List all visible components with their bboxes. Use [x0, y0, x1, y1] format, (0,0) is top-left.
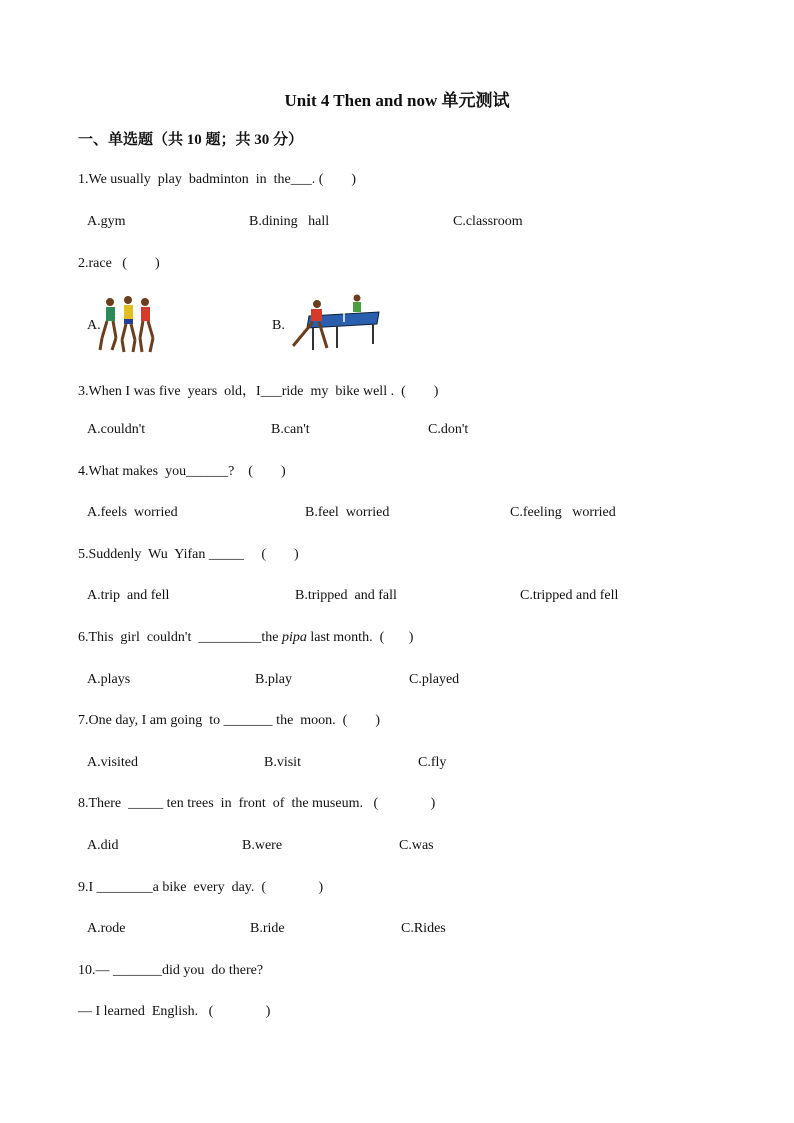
question-6 — [78, 630, 413, 646]
q6-stem-italic: pipa — [281, 630, 307, 645]
question-10: 10.— _______did you do there? — [78, 963, 264, 978]
q5-option-a: A.trip and fell — [87, 588, 170, 603]
q7-option-b: B.visit — [264, 755, 301, 770]
question-1: 1.We usually play badminton in the___. ( ) — [78, 172, 357, 187]
q3-option-a: A.couldn't — [87, 422, 146, 437]
q3-option-c: C.don't — [428, 422, 469, 437]
question-5: 5.Suddenly Wu Yifan _____ ( ) — [78, 547, 299, 562]
q6-stem-end: last month. ( ) — [306, 630, 414, 645]
question-2: 2.race ( ) — [78, 256, 160, 271]
question-7: 7.One day, I am going to _______ the moon. ( ) — [78, 713, 380, 728]
q8-option-b: B.were — [242, 838, 283, 853]
q9-option-b: B.ride — [250, 921, 285, 936]
q3-option-b: B.can't — [271, 422, 310, 437]
q6-stem-start: 6.This girl couldn't _________the — [78, 630, 282, 645]
table-tennis-image — [287, 294, 381, 354]
question-4: 4.What makes you______? ( ) — [78, 464, 286, 479]
q2-option-a: A. — [87, 318, 101, 333]
question-8: 8.There _____ ten trees in front of the museum. ( ) — [78, 796, 436, 811]
q8-option-a: A.did — [87, 838, 119, 853]
q7-option-a: A.visited — [87, 755, 138, 770]
question-3: 3.When I was five years old，I___ride my bike well . ( ) — [78, 384, 439, 399]
q4-option-c: C.feeling worried — [510, 505, 616, 520]
q9-option-a: A.rode — [87, 921, 126, 936]
runners-image — [98, 294, 158, 356]
q1-option-c: C.classroom — [453, 214, 523, 229]
q4-option-b: B.feel worried — [305, 505, 390, 520]
page-title: Unit 4 Then and now 单元测试 — [284, 91, 510, 110]
question-9: 9.I ________a bike every day. ( ) — [78, 880, 324, 895]
q4-option-a: A.feels worried — [87, 505, 178, 520]
q8-option-c: C.was — [399, 838, 434, 853]
question-10-reply: — I learned English. ( ) — [78, 1004, 271, 1019]
q6-option-a: A.plays — [87, 672, 131, 687]
q2-option-b: B. — [272, 318, 285, 333]
section-heading: 一、单选题（共 10 题；共 30 分） — [78, 132, 304, 148]
q6-option-c: C.played — [409, 672, 460, 687]
q5-option-c: C.tripped and fell — [520, 588, 619, 603]
q6-option-b: B.play — [255, 672, 292, 687]
q1-option-b: B.dining hall — [249, 214, 330, 229]
q7-option-c: C.fly — [418, 755, 447, 770]
q9-option-c: C.Rides — [401, 921, 446, 936]
q5-option-b: B.tripped and fall — [295, 588, 397, 603]
q1-option-a: A.gym — [87, 214, 126, 229]
